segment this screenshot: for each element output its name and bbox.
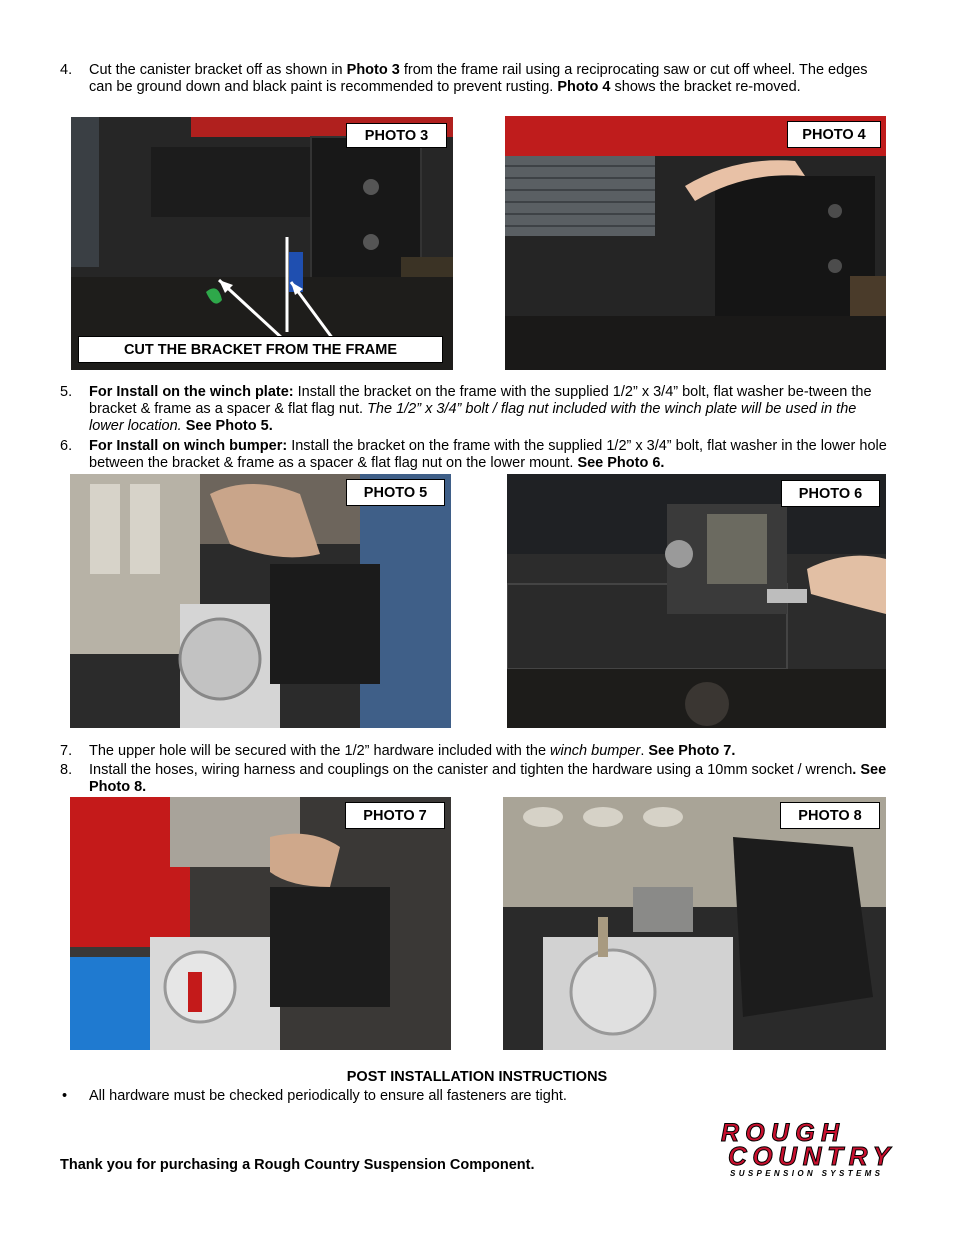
svg-text:COUNTRY: COUNTRY [728,1141,890,1171]
post-installation-item [60,1088,567,1104]
step-text: For Install on winch bumper: Install the bracket on the frame with the supplied 1/2” x 3/4” bolt, flat washer in the lower hole between the bracket & frame as a spacer & flat flag nut on the lower mount. See Photo 6. [89,438,887,471]
photo-5-label: PHOTO 5 [346,479,445,506]
photo-7-label: PHOTO 7 [345,802,445,829]
photo-4 [505,116,886,370]
photo-5-image [70,474,451,728]
photo-3-label: PHOTO 3 [346,123,447,148]
post-installation-heading: POST INSTALLATION INSTRUCTIONS [346,1069,608,1085]
step-number: 6. [60,438,73,454]
photo-6 [507,474,886,728]
rough-country-logo-image [718,1117,893,1179]
step-text: The upper hole will be secured with the 1/2” hardware included with the winch bumper. See Photo 7. [89,743,736,759]
photo-3 [71,117,453,370]
photo-7-image [70,797,451,1050]
step-number: 8. [60,762,73,778]
step-text: Install the hoses, wiring harness and couplings on the canister and tighten the hardware using a 10mm socket / wrench. See Photo 8. [89,762,887,795]
step-6 [60,438,890,472]
step-7 [60,743,890,760]
step-text: Cut the canister bracket off as shown in Photo 3 from the frame rail using a reciprocating saw or cut off wheel. The edges can be ground down and black paint is recommended to prevent rusting. Photo 4 shows the bracket re-moved. [89,62,868,95]
step-4 [60,62,890,96]
thank-you-note: Thank you for purchasing a Rough Country Suspension Component. [60,1157,535,1173]
photo-3-image [71,117,453,370]
photo-4-image [505,116,886,370]
photo-5 [70,474,451,728]
step-number: 4. [60,62,73,78]
photo-3-caption: CUT THE BRACKET FROM THE FRAME [78,336,443,363]
photo-8-image [503,797,886,1050]
step-8 [60,762,890,796]
svg-text:ROUGH: ROUGH [721,1119,839,1147]
bullet-glyph: • [62,1088,68,1104]
step-number: 5. [60,384,73,400]
step-text: For Install on the winch plate: Install the bracket on the frame with the supplied 1/2” x 3/4” bolt, flat washer be-tween the bracket & frame as a spacer & flat flag nut. The 1/2” x 3/4” bolt / flag nut included with the winch plate will be used in the lower location. See Photo 5. [89,384,872,434]
photo-4-label: PHOTO 4 [787,121,881,148]
photo-6-image [507,474,886,728]
post-installation-text: All hardware must be checked periodically to ensure all fasteners are tight. [89,1088,567,1104]
svg-text:SUSPENSION SYSTEMS: SUSPENSION SYSTEMS [730,1169,880,1178]
photo-8-label: PHOTO 8 [780,802,880,829]
step-5 [60,384,890,435]
rough-country-logo [718,1117,893,1179]
photo-7 [70,797,451,1050]
photo-6-label: PHOTO 6 [781,480,880,507]
step-number: 7. [60,743,73,759]
photo-8 [503,797,886,1050]
